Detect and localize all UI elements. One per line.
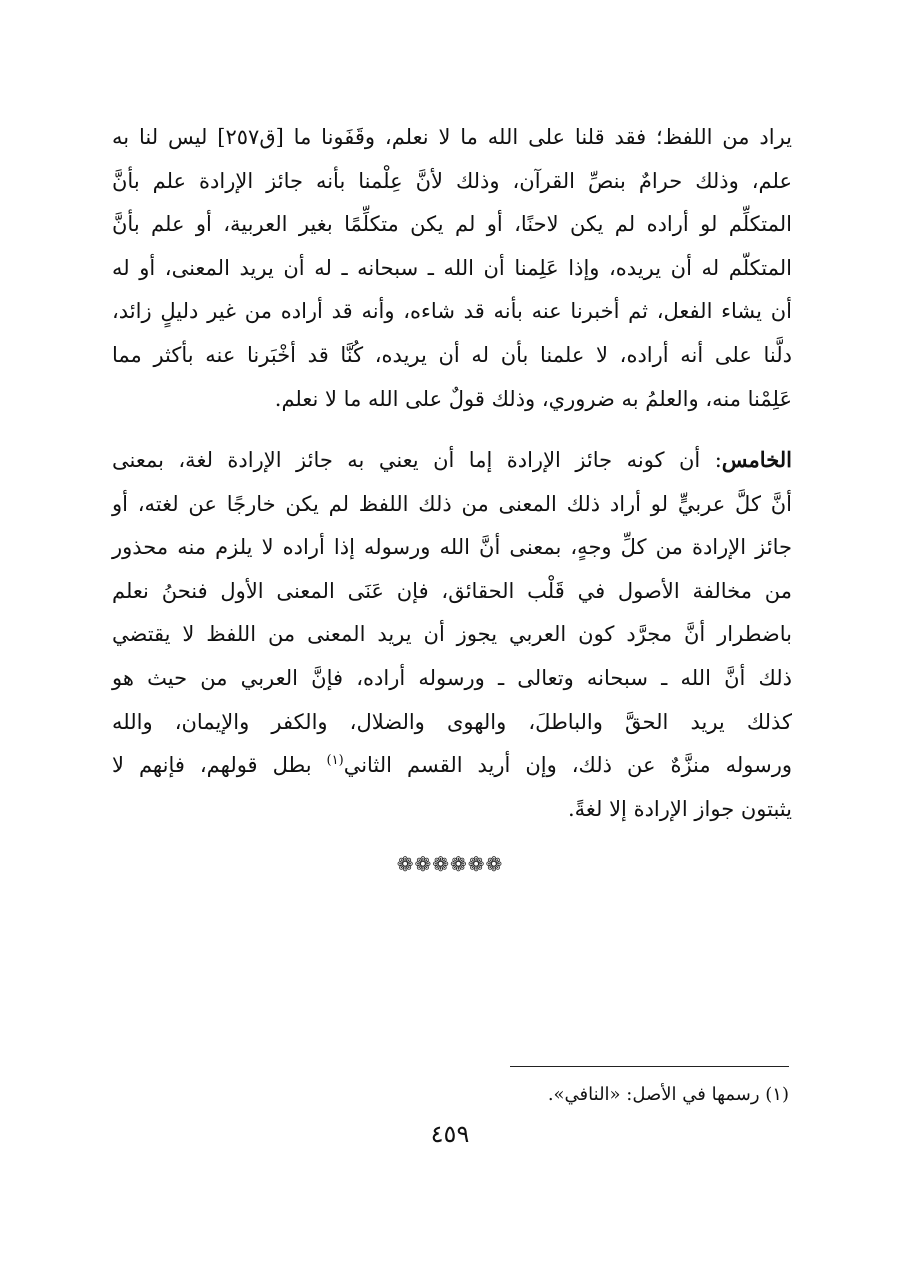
page-number: ٤٥٩ (430, 1120, 470, 1148)
text-line: جائز الإرادة من كلِّ وجهٍ، بمعنى أنَّ الله ورسوله إذا أراده لا يلزم منه محذور (112, 535, 792, 560)
text-line: يراد من اللفظ؛ فقد قلنا على الله ما لا نعلم، وقَفَونا ما [ق٢٥٧] ليس لنا به (112, 125, 793, 149)
text-segment: بطل قولهم، فإنهم لا (112, 753, 327, 778)
text-line: ذلك أنَّ الله ـ سبحانه وتعالى ـ ورسوله أراده، فإنَّ العربي من حيث هو (112, 665, 792, 690)
text-line: دلَّنا على أنه أراده، لا علمنا بأن له أن يريده، كُنَّا قد أخْبَرنا عنه بأكثر مما (112, 342, 792, 367)
paragraph-2 (112, 438, 792, 831)
section-label: الخامس (721, 447, 792, 472)
text-line: علم، وذلك حرامٌ بنصِّ القرآن، وذلك لأنَّ عِلْمنا بأنه جائز الإرادة علم بأنَّ (112, 168, 792, 193)
footnote: (١) رسمها في الأصل: «النافي». (547, 1084, 789, 1105)
text-line: يثبتون جواز الإرادة إلا لغةً. (567, 796, 792, 821)
text-line (112, 438, 792, 483)
footnote-reference: (١) (326, 753, 344, 769)
footnote-separator (510, 1066, 789, 1067)
text-line: من مخالفة الأصول في قَلْب الحقائق، فإن عَنَى المعنى الأول فنحنُ نعلم (112, 578, 792, 603)
text-line: المتكلّم له أن يريده، وإذا عَلِمنا أن الله ـ سبحانه ـ له أن يريد المعنى، أو له (112, 255, 792, 280)
text-line: باضطرار أنَّ مجرَّد كون العربي يجوز أن يريد المعنى من اللفظ لا يقتضي (112, 622, 792, 647)
text-line: كذلك يريد الحقَّ والباطلَ، والهوى والضلال، والكفر والإيمان، والله (112, 709, 792, 734)
text-line: المتكلِّم لو أراده لم يكن لاحنًا، أو لم يكن متكلِّمًا بغير العربية، أو علم بأنَّ (112, 212, 792, 237)
text-line: أنَّ كلَّ عربيٍّ لو أراد ذلك المعنى من ذلك اللفظ لم يكن خارجًا عن لغته، أو (112, 491, 792, 516)
text-line: أن يشاء الفعل، ثم أخبرنا عنه بأنه قد شاءه، وأنه قد أراده من غير دليلٍ زائد، (112, 299, 792, 324)
text-segment: ورسوله منزَّهٌ عن ذلك، وإن أريد القسم الثاني (343, 753, 792, 778)
text-line (112, 744, 792, 788)
section-divider-ornament: ❁❁❁❁❁❁ (396, 852, 504, 876)
text-segment: : أن كونه جائز الإرادة إما أن يعني به جائز الإرادة لغة، بمعنى (112, 448, 722, 472)
text-line: عَلِمْنا منه، والعلمُ به ضروري، وذلك قولٌ على الله ما لا نعلم. (274, 386, 792, 411)
paragraph-1 (112, 116, 792, 421)
